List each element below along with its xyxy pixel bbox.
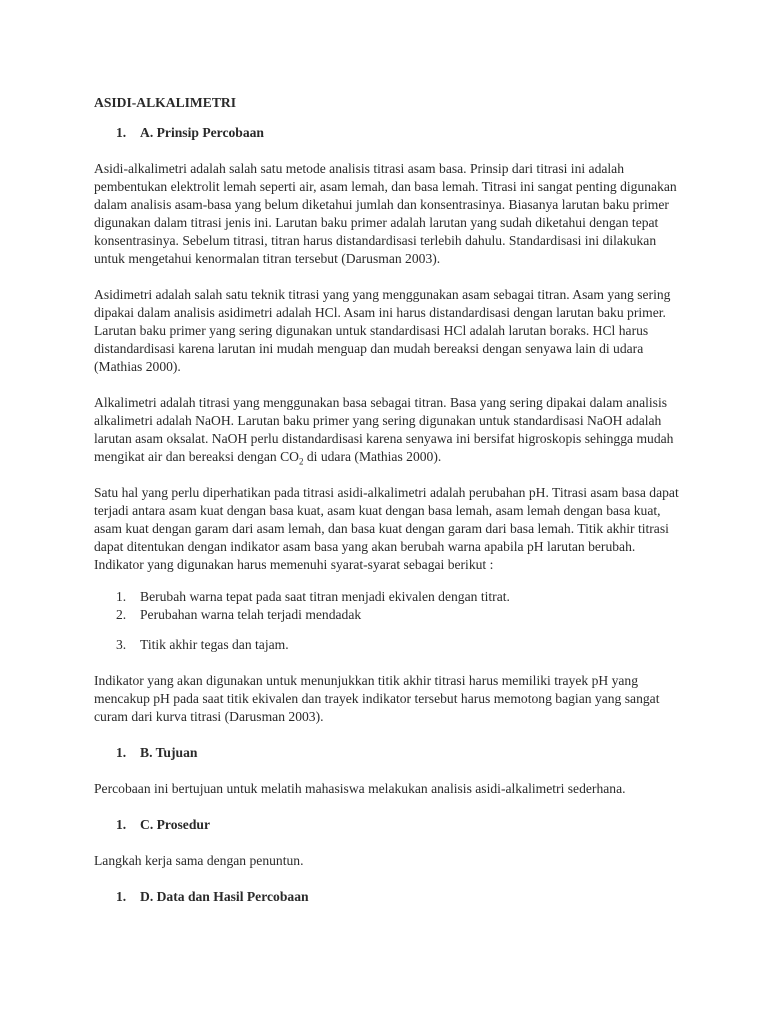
section-title: B. Tujuan — [140, 745, 198, 760]
section-title: C. Prosedur — [140, 817, 210, 832]
section-heading-tujuan — [94, 744, 686, 762]
paragraph-perubahan-ph: Satu hal yang perlu diperhatikan pada titrasi asidi-alkalimetri adalah perubahan pH. Titrasi asam basa dapat terjadi antara asam kuat dengan basa kuat, asam kuat dengan basa lemah, asam lemah dengan basa kuat, asam kuat dengan garam dari asam lemah, dan basa kuat dengan garam dari basa lemah. Titik akhir titrasi dapat ditentukan dengan indikator asam basa yang akan berubah warna apabila pH larutan berubah. Indikator yang digunakan harus memenuhi syarat-syarat sebagai berikut : — [94, 485, 679, 572]
paragraph-indikator: Indikator yang akan digunakan untuk menunjukkan titik akhir titrasi harus memiliki trayek pH yang mencakup pH pada saat titik ekivalen dan trayek indikator tersebut harus memotong bagian yang sangat curam dari kurva titrasi (Darusman 2003). — [94, 673, 660, 724]
list-item — [94, 636, 686, 654]
section-heading-data — [94, 888, 686, 906]
section-heading-prinsip — [94, 124, 686, 142]
section-title: A. Prinsip Percobaan — [140, 125, 264, 140]
list-item — [94, 588, 686, 606]
section-heading-prosedur — [94, 816, 686, 834]
paragraph-alkalimetri-text: Alkalimetri adalah titrasi yang menggunakan basa sebagai titran. Basa yang sering dipakai dalam analisis alkalimetri adalah NaOH. Larutan baku primer yang sering digunakan untuk standardisasi NaOH adalah larutan asam oksalat. NaOH perlu distandardisasi karena senyawa ini bersifat higroskopis sehingga mudah mengikat air dan bereaksi dengan CO — [94, 395, 674, 464]
paragraph-tujuan: Percobaan ini bertujuan untuk melatih mahasiswa melakukan analisis asidi-alkalimetri sederhana. — [94, 781, 626, 796]
list-item-text: Perubahan warna telah terjadi mendadak — [140, 607, 362, 622]
section-number: 1. — [116, 125, 127, 140]
paragraph-prosedur: Langkah kerja sama dengan penuntun. — [94, 853, 304, 868]
section-title: D. Data dan Hasil Percobaan — [140, 889, 309, 904]
criteria-list — [94, 588, 686, 654]
list-item-text: Titik akhir tegas dan tajam. — [140, 637, 289, 652]
paragraph-alkalimetri-tail: di udara (Mathias 2000). — [303, 449, 442, 464]
paragraph-asidimetri: Asidimetri adalah salah satu teknik titrasi yang yang menggunakan asam sebagai titran. Asam yang sering dipakai dalam analisis asidimetri adalah HCl. Asam ini harus distandardisasi dengan larutan baku primer. Larutan baku primer yang sering digunakan untuk standardisasi HCl adalah larutan boraks. HCl harus distandardisasi karena larutan ini mudah menguap dan mudah bereaksi dengan senyawa lain di udara (Mathias 2000). — [94, 287, 671, 374]
document-title: ASIDI-ALKALIMETRI — [94, 95, 237, 110]
section-number: 1. — [116, 817, 127, 832]
section-number: 1. — [116, 745, 127, 760]
list-item-number: 1. — [116, 589, 127, 604]
list-item-text: Berubah warna tepat pada saat titran menjadi ekivalen dengan titrat. — [140, 589, 510, 604]
list-item-number: 3. — [116, 637, 127, 652]
document-page — [94, 94, 686, 906]
list-item-number: 2. — [116, 607, 127, 622]
paragraph-alkalimetri — [94, 394, 686, 466]
paragraph-prinsip: Asidi-alkalimetri adalah salah satu metode analisis titrasi asam basa. Prinsip dari titrasi ini adalah pembentukan elektrolit lemah seperti air, asam lemah, dan basa lemah. Titrasi ini sangat penting digunakan dalam analisis asam-basa yang belum diketahui jumlah dan konsentrasinya. Biasanya larutan baku primer digunakan dalam titrasi jenis ini. Larutan baku primer adalah larutan yang sudah diketahui dengan tepat konsentrasinya. Sebelum titrasi, titran harus distandardisasi terlebih dahulu. Standardisasi ini dilakukan untuk mengetahui kenormalan titran tersebut (Darusman 2003). — [94, 161, 677, 266]
section-number: 1. — [116, 889, 127, 904]
list-item — [94, 606, 686, 624]
subscript-two: 2 — [298, 456, 304, 467]
